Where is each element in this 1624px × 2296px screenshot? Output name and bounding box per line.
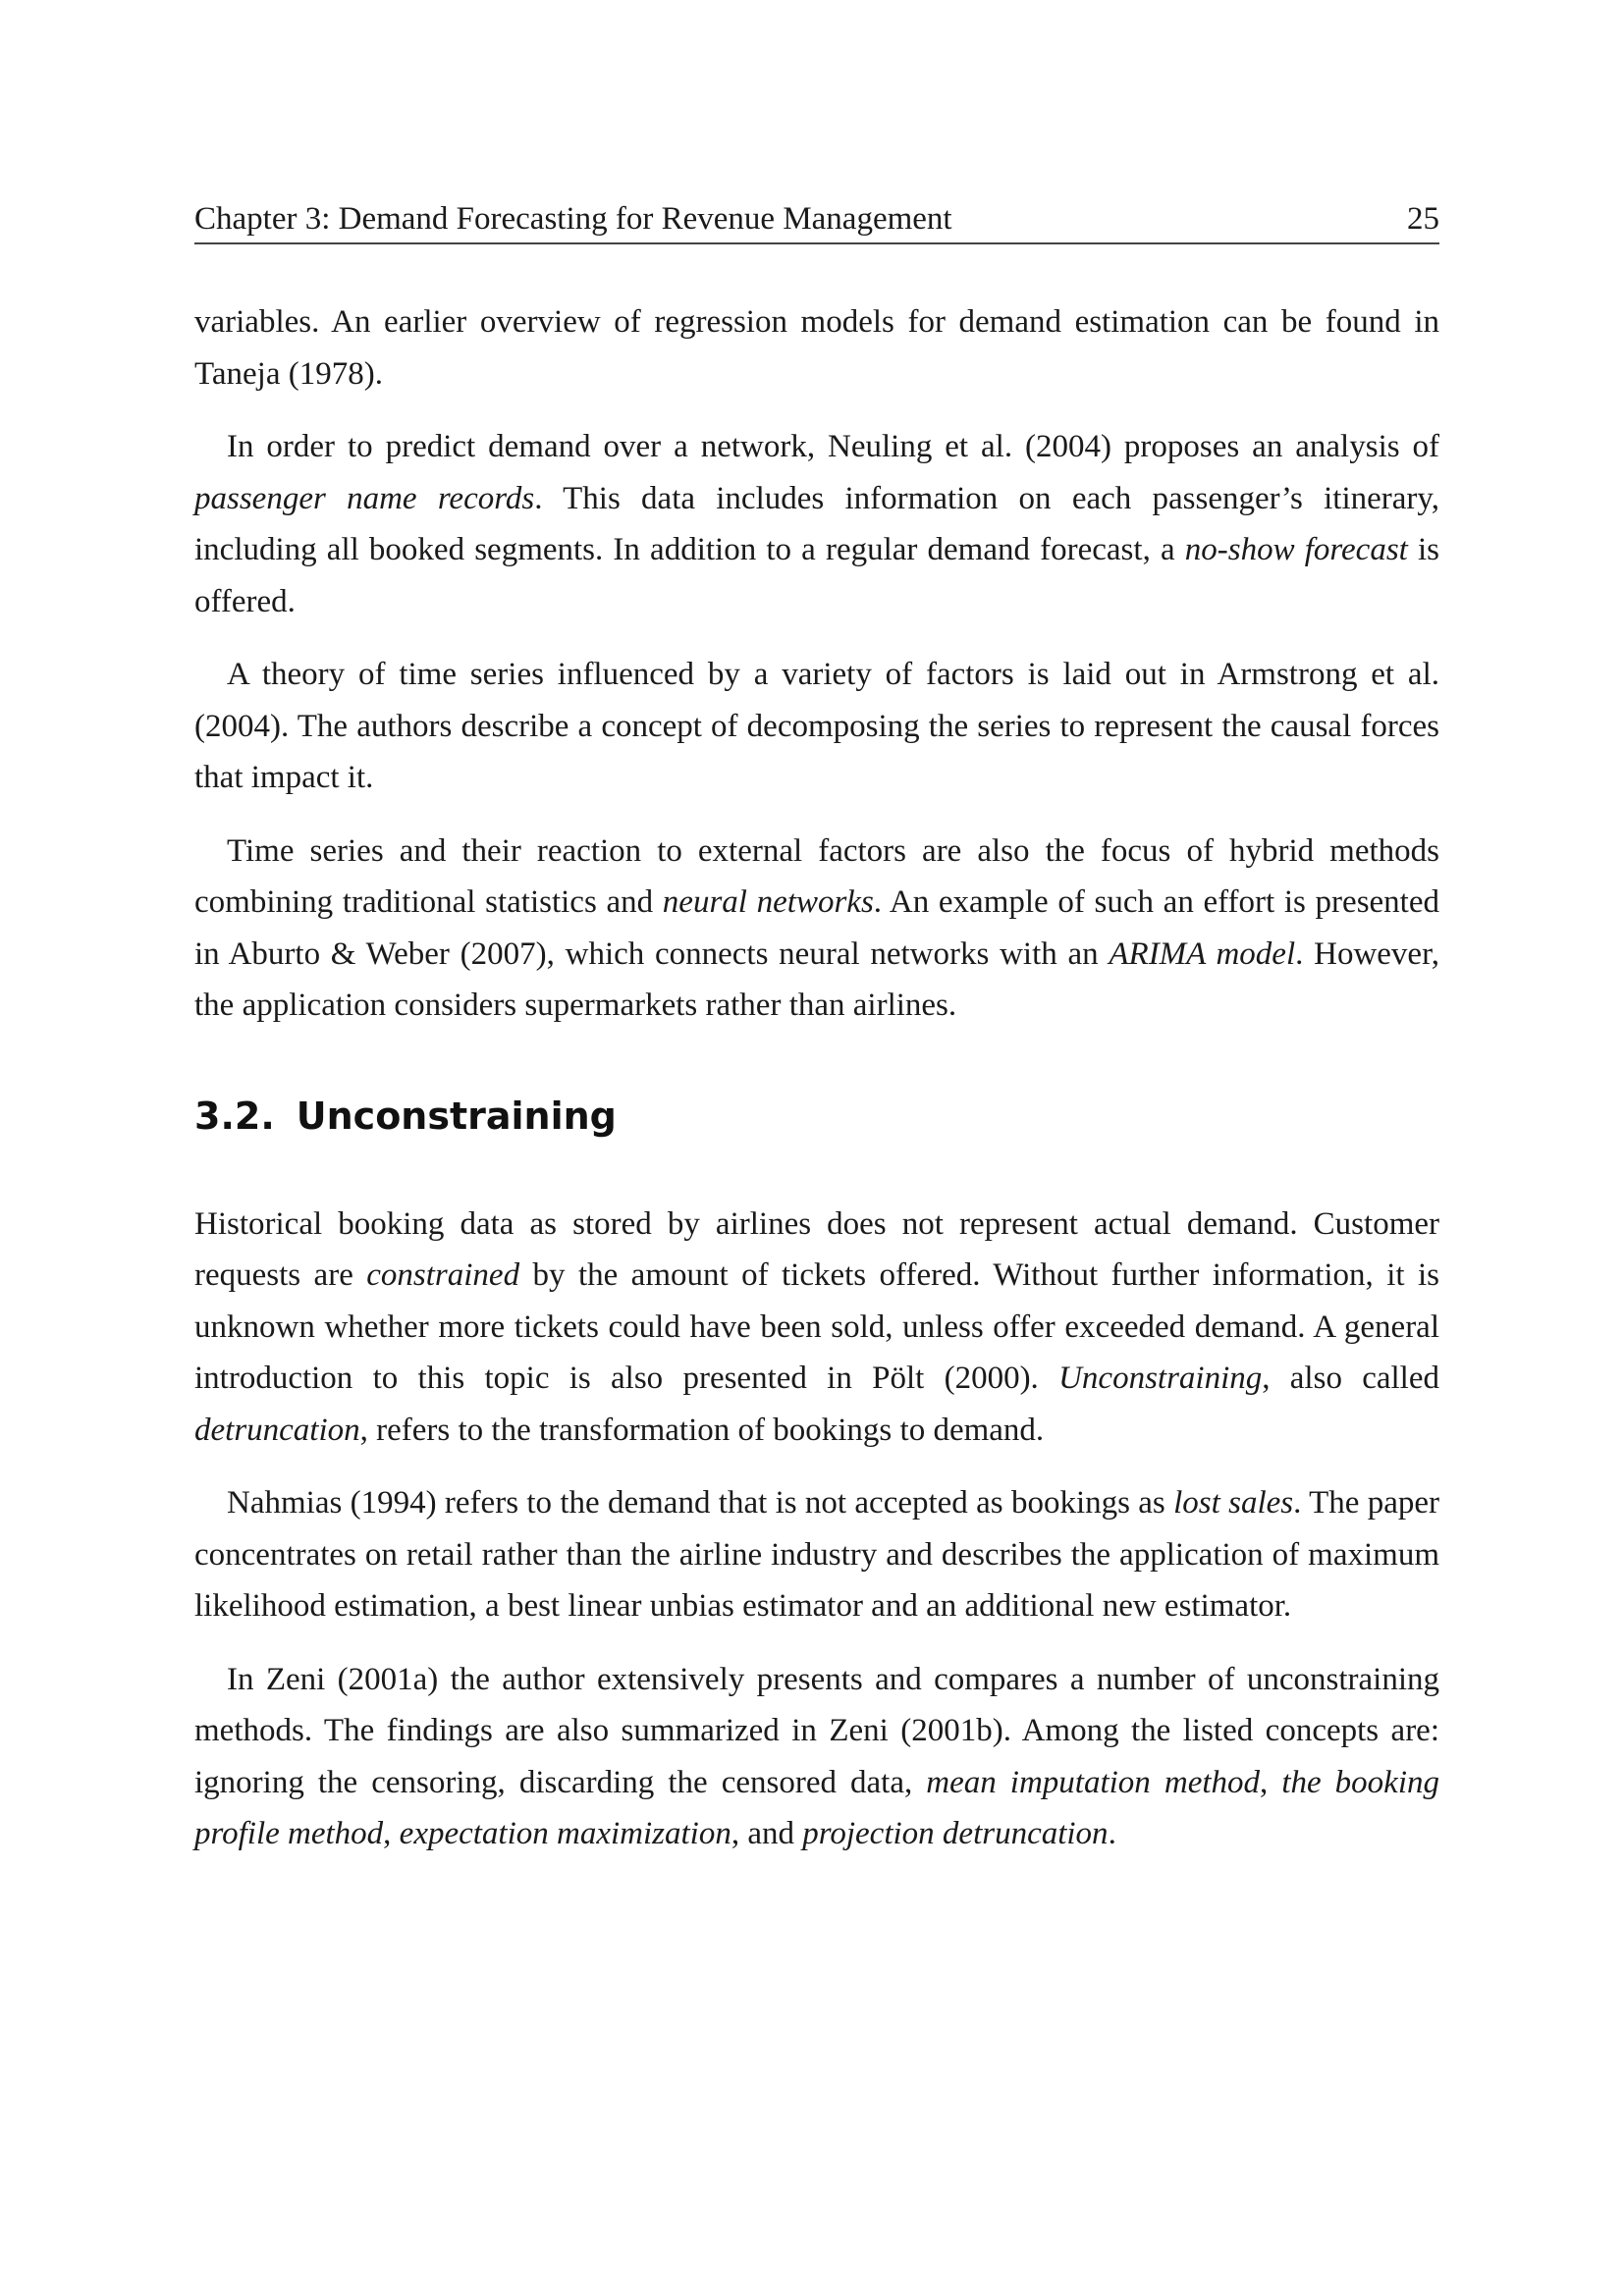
text-run: . The paper concentrates on retail rather than the airline industry and describes the application of maximum likelihood estimation, a best linear unbias estimator and an additional new estimator. [194,1485,1439,1624]
text-run: Historical booking data as stored by airlines does not represent actual demand. Customer requests are [194,1205,1439,1293]
italic-term: mean imputation method [926,1764,1261,1800]
text-run: In Zeni (2001a) the author extensively presents and compares a number of unconstraining methods. The findings are also summarized in Zeni (2001b). Among the listed concepts are: ignoring the censoring, discarding the censored data, [194,1661,1439,1800]
italic-term: lost sales [1173,1485,1294,1521]
text-run: . An example of such an effort is presented in Aburto & Weber (2007), which connects neural networks with an [194,884,1439,972]
text-run: , refers to the transformation of bookings to demand. [359,1412,1045,1448]
paragraph [194,1654,1439,1860]
section-title: Unconstraining [296,1094,617,1138]
text-run: , [1260,1764,1282,1800]
italic-term: ARIMA model [1109,935,1296,972]
italic-term: the booking profile method [194,1764,1439,1851]
text-run: . [1108,1816,1116,1851]
text-run: Nahmias (1994) refers to the demand that is not accepted as bookings as [227,1485,1174,1521]
italic-term: neural networks [662,884,874,920]
text-run: , also called [1262,1361,1440,1396]
paragraph [194,421,1439,627]
text-run: , [383,1816,400,1851]
paragraph [194,296,1439,400]
italic-term: constrained [366,1257,520,1293]
section-number: 3.2. [194,1094,275,1138]
text-run: . This data includes information on each passenger’s itinerary, including all booked segments. In addition to a regular demand forecast, a [194,480,1440,567]
italic-term: expectation maximization [399,1816,731,1851]
paragraph [194,826,1439,1032]
italic-term: detruncation [194,1412,360,1448]
text-run: by the amount of tickets offered. Without further information, it is unknown whether more tickets could have been sold, unless offer exceeded demand. A general introduction to this topic is also presented in Pölt (2000). [194,1257,1439,1396]
text-run: , and [731,1816,803,1851]
page-body [194,296,1439,1882]
italic-term: projection detruncation [802,1816,1109,1851]
text-run: A theory of time series influenced by a variety of factors is laid out in Armstrong et al. (2004). The authors describe a concept of decomposing the series to represent the causal forces that impact it. [194,657,1439,795]
text-run: In order to predict demand over a network, Neuling et al. (2004) proposes an analysis of [227,429,1439,464]
chapter-title: Chapter 3: Demand Forecasting for Revenue Management [194,201,952,237]
running-header [194,199,1439,244]
text-run: . However, the application considers supermarkets rather than airlines. [194,935,1439,1023]
italic-term: no-show forecast [1184,532,1408,567]
italic-term: Unconstraining [1058,1361,1263,1396]
text-run: variables. An earlier overview of regression models for demand estimation can be found in Taneja (1978). [194,304,1439,392]
italic-term: passenger name records [194,480,535,516]
paragraph [194,649,1439,804]
text-run: is offered. [194,532,1439,619]
paragraph [194,1477,1439,1632]
text-run: Time series and their reaction to external factors are also the focus of hybrid methods combining traditional statistics and [194,832,1439,920]
section-heading [194,1093,1439,1140]
paragraph [194,1199,1439,1457]
page-number: 25 [1407,201,1439,237]
